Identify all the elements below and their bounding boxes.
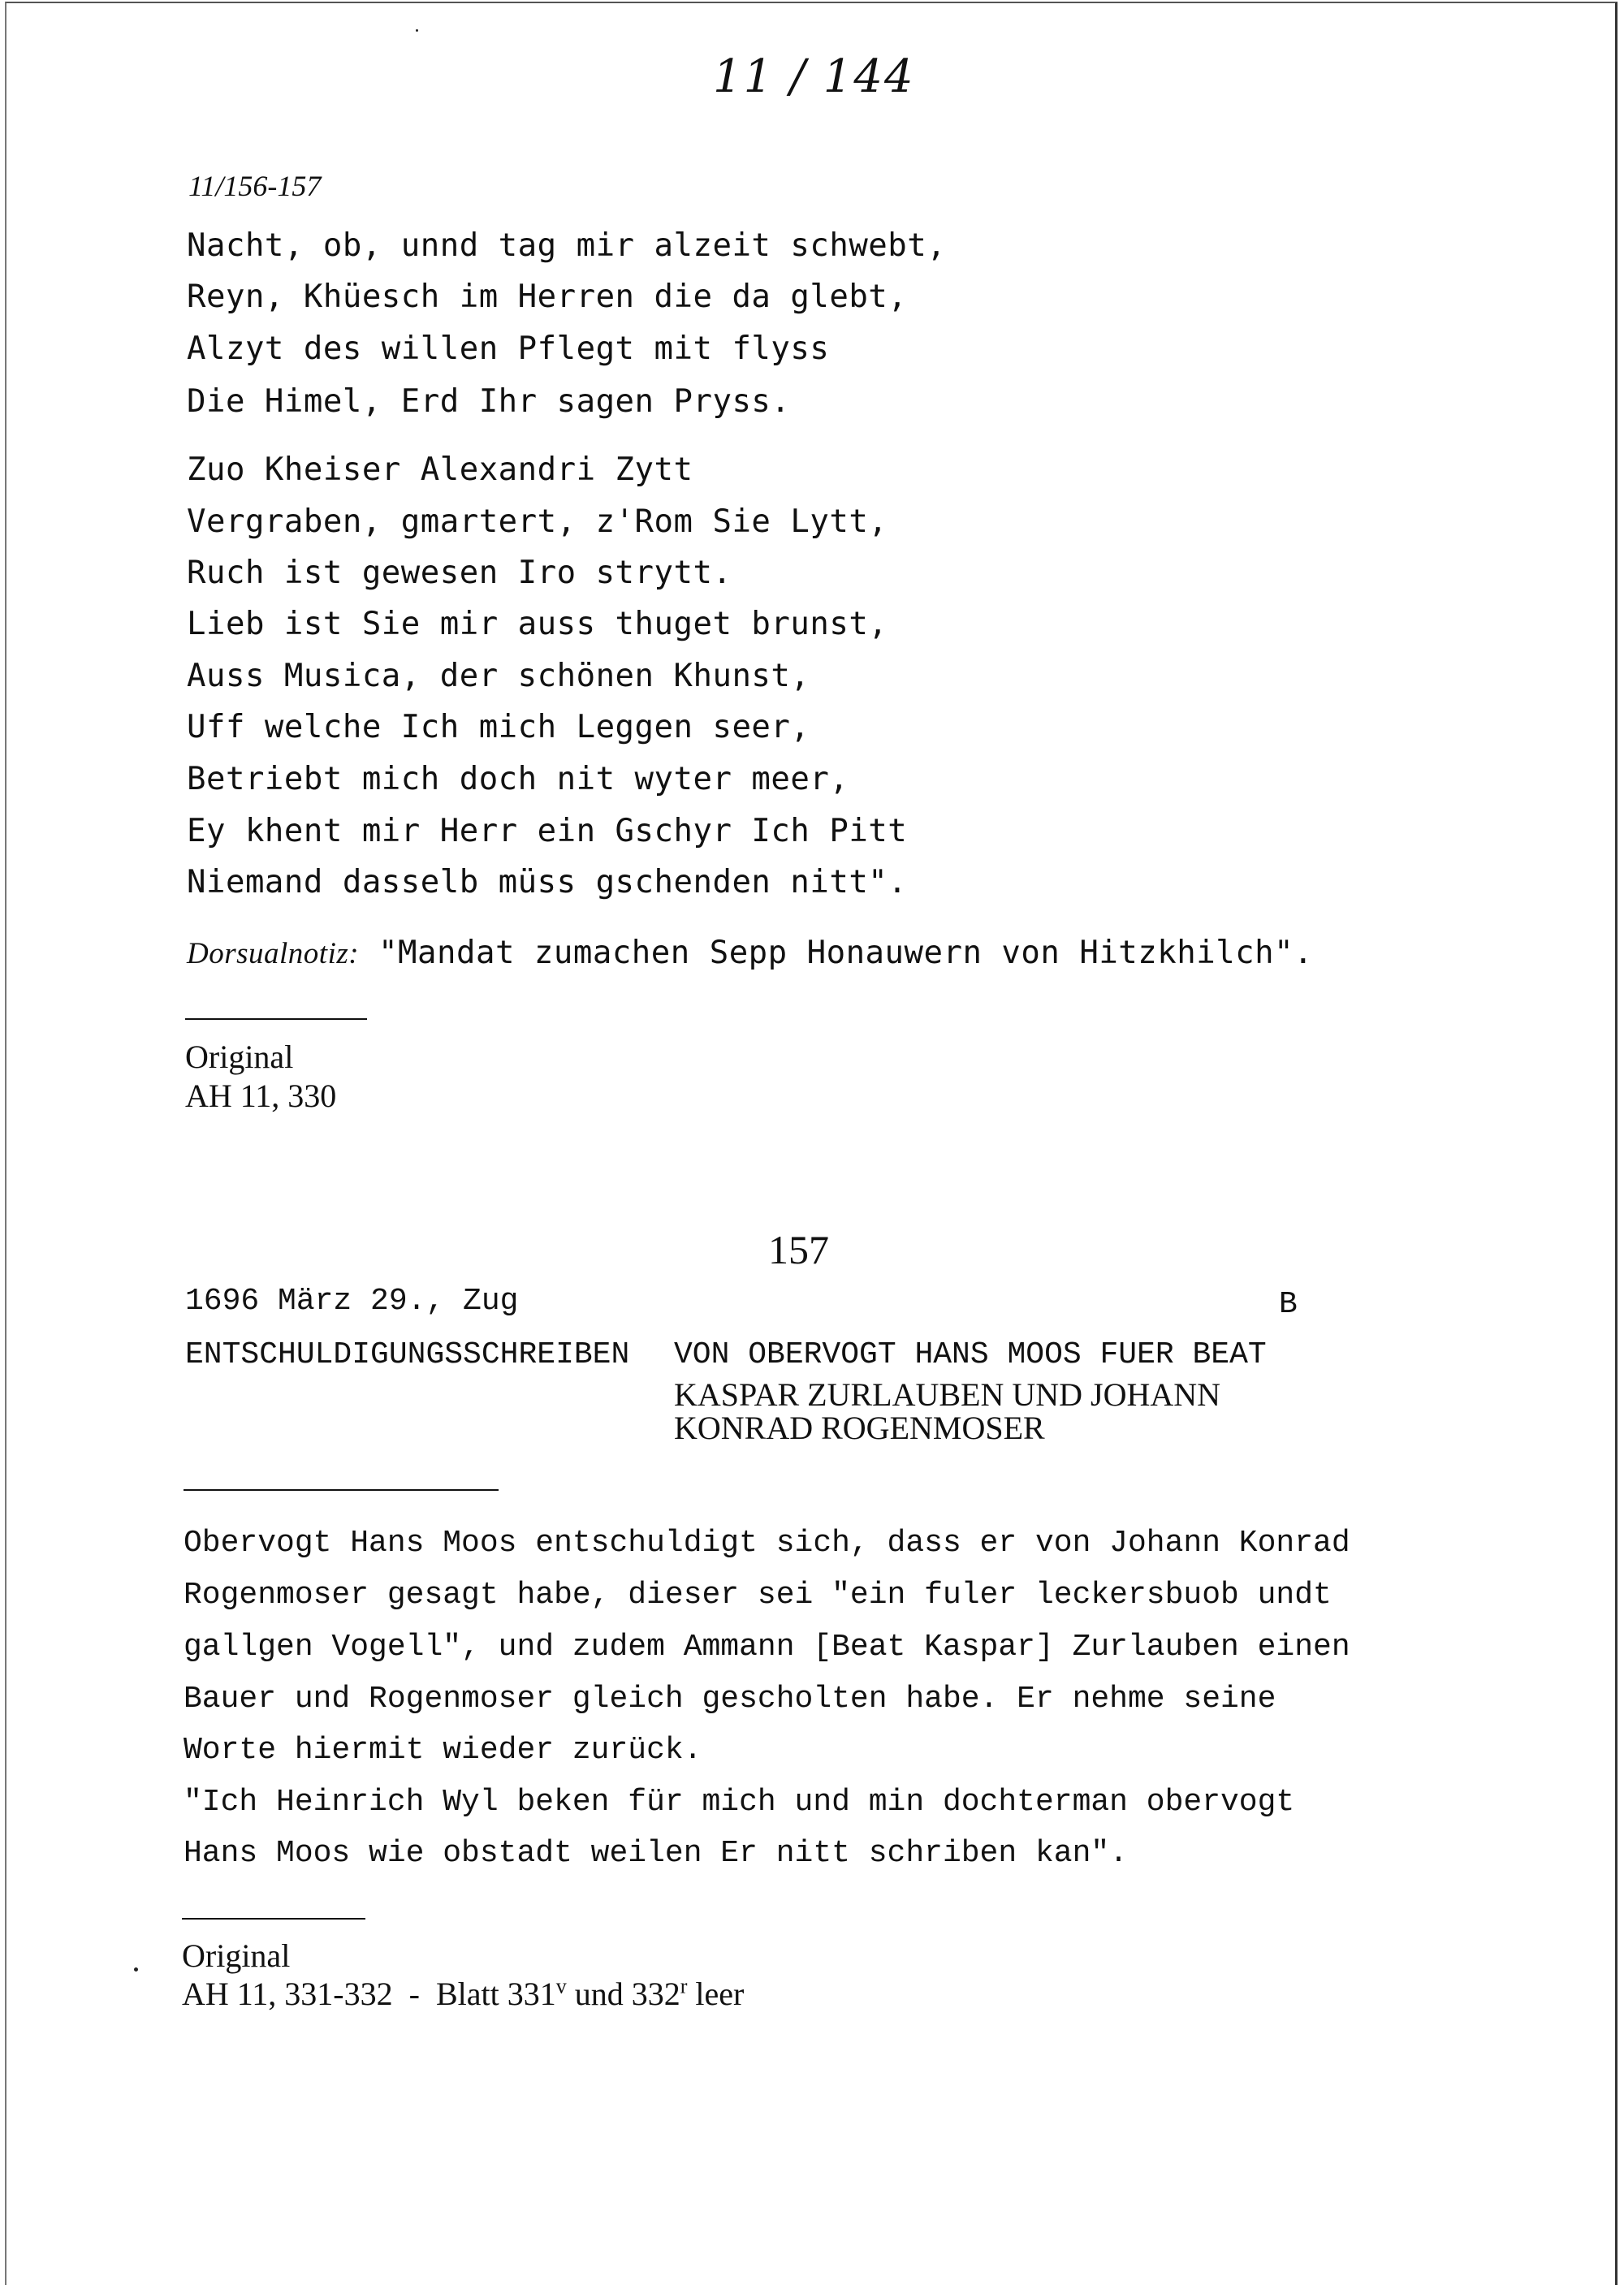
recto-mark: r	[680, 1974, 688, 1998]
handwritten-page-number: 11 / 144	[713, 50, 915, 103]
source-reference: AH 11, 331-332	[182, 1976, 393, 2012]
document-number: 157	[768, 1227, 829, 1272]
verse-line: Reyn, Khüesch im Herren die da glebt,	[187, 279, 908, 315]
summary-line: gallgen Vogell", und zudem Ammann [Beat Kaspar] Zurlauben einen	[184, 1630, 1350, 1665]
source-label: Original	[185, 1039, 294, 1075]
summary-line: Worte hiermit wieder zurück.	[184, 1733, 702, 1768]
verse-line: Betriebt mich doch nit wyter meer,	[187, 761, 849, 797]
document-date-place: 1696 März 29., Zug	[185, 1284, 519, 1319]
summary-line: Rogenmoser gesagt habe, dieser sei "ein fuler leckersbuob undt	[184, 1578, 1332, 1613]
quote-line: Hans Moos wie obstadt weilen Er nitt schriben kan".	[184, 1836, 1128, 1871]
verse-line: Die Himel, Erd Ihr sagen Pryss.	[187, 383, 791, 420]
verso-mark: v	[555, 1974, 567, 1998]
dorsual-note-label: Dorsualnotiz:	[187, 937, 360, 970]
verse-line: Alzyt des willen Pflegt mit flyss	[187, 330, 830, 367]
verse-line: Zuo Kheiser Alexandri Zytt	[187, 451, 693, 488]
dorsual-note	[187, 935, 1313, 971]
summary-line: Bauer und Rogenmoser gleich gescholten habe. Er nehme seine	[184, 1682, 1276, 1717]
verse-line: Auss Musica, der schönen Khunst,	[187, 658, 810, 694]
blank-folio-empty: leer	[695, 1976, 745, 2012]
source-reference: AH 11, 330	[185, 1078, 337, 1114]
footnote-rule	[182, 1918, 365, 1920]
document-title-lead: ENTSCHULDIGUNGSSCHREIBEN	[185, 1337, 630, 1372]
source-reference-line	[182, 1975, 744, 2013]
verse-line: Niemand dasselb müss gschenden nitt".	[187, 864, 908, 900]
document-title-line: KASPAR ZURLAUBEN UND JOHANN	[674, 1376, 1221, 1413]
page-reference: 11/156-157	[188, 170, 322, 202]
summary-line: Obervogt Hans Moos entschuldigt sich, dass er von Johann Konrad	[184, 1526, 1350, 1561]
footnote-rule	[185, 1018, 367, 1020]
dorsual-note-text: "Mandat zumachen Sepp Honauwern von Hitzkhilch".	[378, 935, 1314, 971]
margin-speck	[416, 29, 418, 32]
verse-line: Ey khent mir Herr ein Gschyr Ich Pitt	[187, 813, 908, 849]
separator-dash: -	[408, 1976, 420, 2012]
source-label: Original	[182, 1937, 291, 1974]
blank-folio-note: Blatt 331	[435, 1976, 556, 2012]
verse-line: Nacht, ob, unnd tag mir alzeit schwebt,	[187, 227, 947, 264]
quote-line: "Ich Heinrich Wyl beken für mich und min dochterman obervogt	[184, 1785, 1295, 1820]
document-title-line: VON OBERVOGT HANS MOOS FUER BEAT	[674, 1337, 1267, 1372]
blank-folio-conj: und 332	[574, 1976, 680, 2012]
document-title-line: KONRAD ROGENMOSER	[674, 1410, 1045, 1446]
margin-speck	[134, 1967, 138, 1972]
section-rule	[184, 1489, 499, 1491]
document-category-marker: B	[1279, 1287, 1298, 1322]
verse-line: Uff welche Ich mich Leggen seer,	[187, 709, 810, 745]
verse-line: Vergraben, gmartert, z'Rom Sie Lytt,	[187, 503, 888, 540]
verse-line: Lieb ist Sie mir auss thuget brunst,	[187, 606, 888, 642]
verse-line: Ruch ist gewesen Iro strytt.	[187, 555, 732, 591]
